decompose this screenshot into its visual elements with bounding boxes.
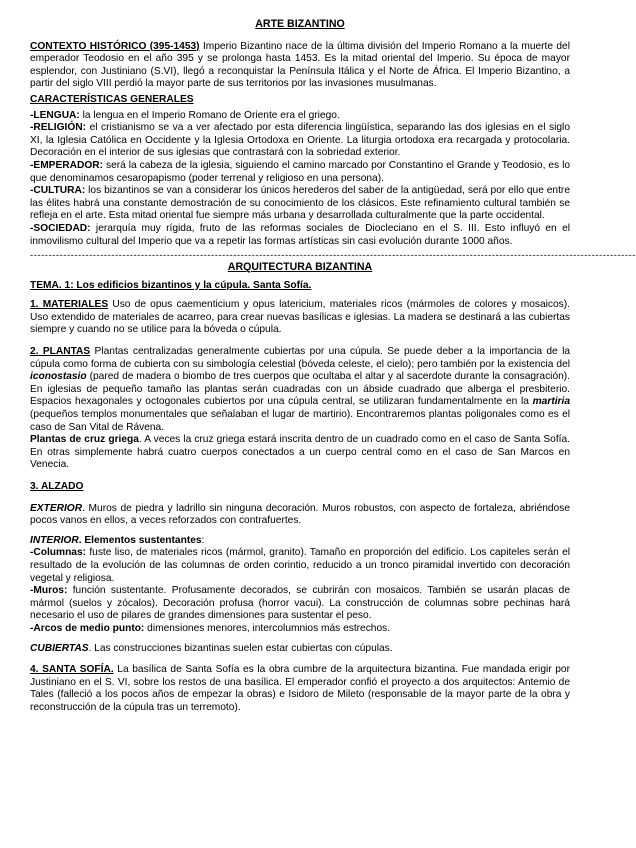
cubiertas-paragraph — [30, 643, 570, 656]
cubiertas-text: . Las construcciones bizantinas suelen estar cubiertas con cúpulas. — [88, 642, 393, 654]
muros-text: función sustentante. Profusamente decorados, se cubrirán con mosaicos. También se usarán placas de mármol (suelos y zócalos). Decoración profusa (horror vacui). La construcción de columnas sobre pechinas hará necesario el uso de pilares de grandes dimensiones para sustentar el peso. — [30, 585, 570, 622]
santa-sofia-heading: 4. SANTA SOFÍA. — [30, 664, 114, 676]
item-cultura — [30, 185, 570, 223]
caracteristicas-heading: CARACTERÍSTICAS GENERALES — [30, 93, 194, 105]
exterior-text: . Muros de piedra y ladrillo sin ninguna decoración. Muros robustos, con aspecto de fortaleza, abriéndose pocos vanos en ellos, a veces reforzados con contrafuertes. — [30, 502, 570, 527]
cruz-griega-label: Plantas de cruz griega — [30, 434, 139, 446]
cubiertas-label: CUBIERTAS — [30, 642, 89, 654]
item-label: -EMPERADOR: — [30, 159, 104, 171]
interior-colon: : — [201, 534, 205, 546]
contexto-heading: CONTEXTO HISTÓRICO (395-1453) — [30, 40, 200, 52]
plantas-paragraph — [30, 346, 570, 434]
contexto-text: Imperio Bizantino nace de la última división del Imperio Romano a la muerte del emperador Teodosio en el año 395 y se prolonga hasta 1453. Es la mitad oriental del Imperio. Su época de mayor esplendor, con Justiniano (S.VI), llegó a reconquistar la Península Itálica y el Norte de África. El Imperio Bizantino, a partir del siglo VIII perdió la mayor parte de sus territorios por las invasiones musulmanas. — [30, 40, 570, 90]
item-text: la lengua en el Imperio Romano de Oriente era el griego. — [79, 109, 340, 121]
plantas-text-3: (pequeños templos monumentales que señalaban el lugar de martirio). Encontraremos plantas poligonales como es el caso de San Vital de Rávena. — [30, 409, 570, 433]
cruz-griega-text: . A veces la cruz griega estará inscrita dentro de un cuadrado como en el caso de Santa Sofía. En otras simplemente habrá cuatro cuerpos conectados a un cuerpo central como en el caso de San Marcos en Venecia. — [30, 434, 571, 471]
plantas-term-martiria: martiria — [532, 396, 570, 408]
columnas-label: -Columnas: — [30, 547, 87, 559]
materiales-text: Uso de opus caementicium y opus latericium, materiales ricos (mármoles de colores y mosaicos). Uso extendido de materiales de acarreo, para crear nuevas basílicas e iglesias. La madera se destinará a las cubiertas siempre y cuando no se utilice para la bóveda o cúpula. — [30, 299, 570, 336]
interior-heading — [30, 535, 570, 548]
plantas-text-1: Plantas centralizadas generalmente cubiertas por una cúpula. Se puede deber a la importancia de la cúpula como forma de cubierta con su simbología celestial (bóveda celeste, el cielo); pero también por la existencia del — [30, 346, 570, 370]
plantas-term-iconostasio: iconostasio — [30, 371, 87, 383]
exterior-label: EXTERIOR — [30, 502, 83, 514]
plantas-heading: 2. PLANTAS — [30, 346, 91, 358]
plantas-text-2: (pared de madera o biombo de tres cuerpos que ocultaba el altar y al sacerdote durante la consagración). En iglesias de pequeño tamaño las plantas serán cuadradas con un ábside cuadrado que alberga el presbiterio. Espacios hexagonales y octogonales cubiertos por una cúpula central, se utilizaran fundamentalmente en la — [30, 371, 570, 408]
arcos-label: -Arcos de medio punto: — [30, 622, 145, 634]
santa-sofia-text: La basílica de Santa Sofía es la obra cumbre de la arquitectura bizantina. Fue mandada erigir por Justiniano en el S. VI, sobre los restos de una basílica. El emperador confió el proyecto a dos arquitectos: Antemio de Tales (falleció a los pocos años de empezar la obras) e Isidoro de Mileto (responsable de la mayor parte de la obra y reconstrucción de la cúpula tras un terremoto). — [30, 664, 570, 713]
muros-label: -Muros: — [30, 585, 68, 597]
contexto-paragraph — [30, 41, 570, 91]
document-title: ARTE BIZANTINO — [255, 18, 345, 30]
interior-text: . Elementos sustentantes — [78, 534, 202, 546]
item-lengua — [30, 110, 570, 123]
santa-sofia-paragraph — [30, 664, 570, 714]
muros-paragraph — [30, 585, 570, 623]
materiales-paragraph — [30, 299, 570, 337]
tema-title: TEMA. 1: Los edificios bizantinos y la cúpula. Santa Sofía. — [30, 279, 312, 291]
item-label: -CULTURA: — [30, 185, 86, 197]
item-sociedad — [30, 223, 570, 248]
columnas-paragraph — [30, 547, 570, 585]
item-emperador — [30, 160, 570, 185]
arcos-paragraph — [30, 623, 570, 636]
item-text: el cristianismo se va a ver afectado por esta diferencia lingüística, separando las dos iglesias en el siglo XI, la Iglesia Católica en Occidente y la Iglesia Ortodoxa en Oriente. La liturgia ortodoxa era recargada y protocolaria. Decoración en el interior de sus iglesias que contrastará con la sobriedad exterior. — [30, 122, 570, 159]
interior-label: INTERIOR — [30, 534, 79, 546]
item-text: jerarquía muy rígida, fruto de las reformas sociales de Diocleciano en el S. III. Esto influyó en el inmovilismo cultural del Imperio que va a repetir las formas artísticas sin casi evolución durante 1000 años. — [30, 222, 570, 247]
item-text: será la cabeza de la iglesia, siguiendo el camino marcado por Constantino el Grande y Teodosio, es lo que denominamos cesaropapismo (poder terrenal y religioso en una persona). — [30, 159, 570, 184]
alzado-heading: 3. ALZADO — [30, 481, 84, 492]
arcos-text: dimensiones menores, intercolumnios más estrechos. — [144, 622, 391, 634]
item-label: -RELIGIÓN: — [30, 122, 87, 134]
materiales-heading: 1. MATERIALES — [30, 299, 109, 311]
item-text: los bizantinos se van a considerar los únicos herederos del saber de la antigüedad, será por ello que entre las élites habrá una constante demostración de su conocimiento de los clásicos. Este refinamiento cultural también se refleja en el arte. Esta mitad oriental fue siempre más urbana y desarrollada culturalmente que la parte occidental. — [30, 185, 570, 222]
cruz-griega-paragraph — [30, 434, 570, 472]
exterior-paragraph — [30, 503, 570, 528]
section-divider: -------------------------------------------------------------------------------------------------------------------------------------------------------------------- — [30, 250, 636, 262]
columnas-text: fuste liso, de materiales ricos (mármol, granito). Tamaño en proporción del edificio. Los capiteles serán el resultado de la evolución de las columnas de orden corintio, reducido a un tronco piramidal invertido con decoración vegetal y religiosa. — [30, 547, 570, 584]
item-label: -LENGUA: — [30, 109, 80, 121]
arquitectura-heading: ARQUITECTURA BIZANTINA — [227, 261, 373, 274]
item-label: -SOCIEDAD: — [30, 222, 91, 234]
item-religion — [30, 122, 570, 160]
